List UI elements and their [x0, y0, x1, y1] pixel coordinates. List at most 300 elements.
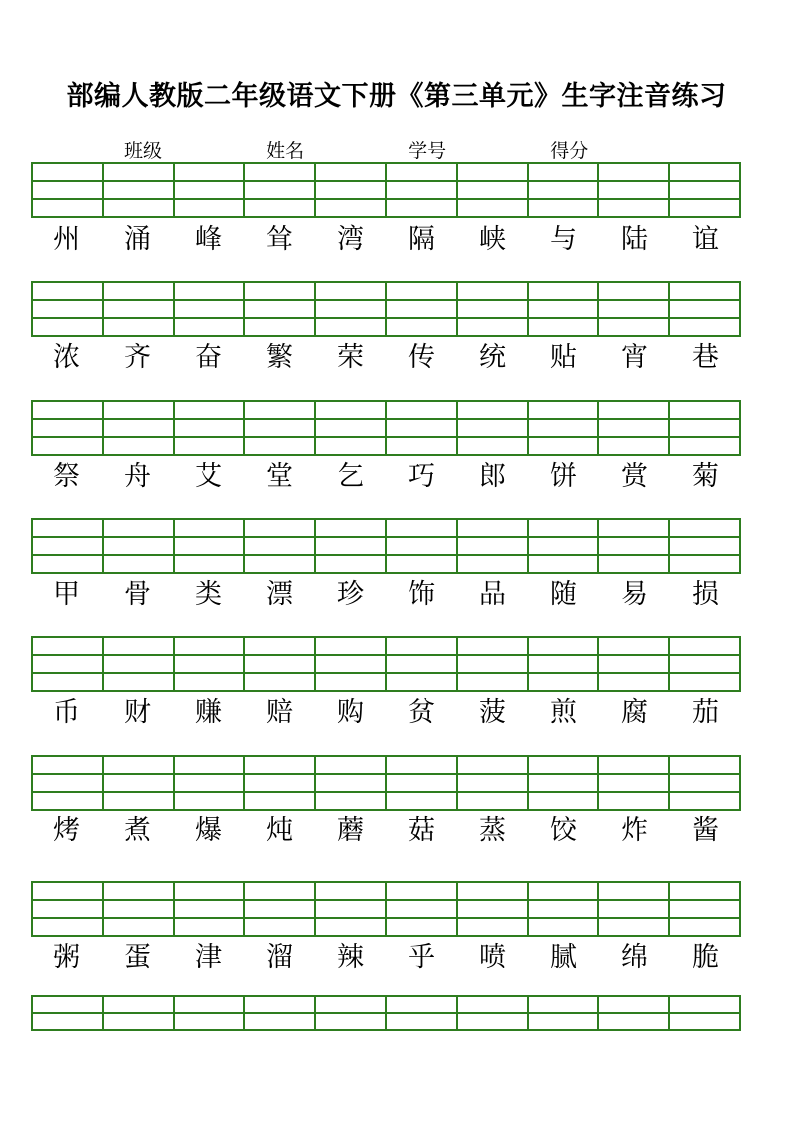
pinyin-writing-line: [175, 775, 244, 793]
pinyin-writing-line: [458, 1014, 527, 1029]
character: 甲: [53, 579, 80, 610]
pinyin-cell[interactable]: [33, 997, 104, 1031]
pinyin-cell[interactable]: [104, 883, 175, 937]
pinyin-cell[interactable]: [175, 883, 246, 937]
pinyin-cell[interactable]: [316, 883, 387, 937]
pinyin-writing-line: [458, 638, 527, 656]
pinyin-writing-line: [458, 200, 527, 216]
pinyin-writing-line: [33, 775, 102, 793]
pinyin-cell[interactable]: [529, 402, 600, 456]
pinyin-writing-line: [316, 182, 385, 200]
pinyin-cell[interactable]: [670, 757, 741, 811]
pinyin-writing-line: [387, 793, 456, 809]
pinyin-grid-5: [31, 636, 741, 692]
character: 津: [195, 942, 222, 973]
character: 巷: [692, 342, 719, 373]
pinyin-writing-line: [387, 556, 456, 572]
pinyin-writing-line: [599, 883, 668, 901]
pinyin-writing-line: [104, 402, 173, 420]
pinyin-writing-line: [104, 1014, 173, 1029]
pinyin-writing-line: [316, 402, 385, 420]
pinyin-writing-line: [316, 793, 385, 809]
pinyin-cell[interactable]: [104, 402, 175, 456]
pinyin-writing-line: [316, 1014, 385, 1029]
pinyin-cell[interactable]: [387, 638, 458, 692]
pinyin-writing-line: [670, 901, 739, 919]
score-label: 得分: [550, 140, 589, 162]
character: 蒸: [479, 815, 506, 846]
character: 谊: [692, 224, 719, 255]
character: 损: [692, 579, 719, 610]
pinyin-writing-line: [458, 438, 527, 454]
pinyin-cell[interactable]: [104, 283, 175, 337]
pinyin-cell[interactable]: [175, 283, 246, 337]
character: 蘑: [337, 815, 364, 846]
character: 菇: [408, 815, 435, 846]
character: 币: [53, 697, 80, 728]
pinyin-cell[interactable]: [529, 638, 600, 692]
pinyin-writing-line: [529, 200, 598, 216]
pinyin-writing-line: [529, 757, 598, 775]
pinyin-cell[interactable]: [599, 283, 670, 337]
pinyin-writing-line: [245, 182, 314, 200]
pinyin-writing-line: [104, 919, 173, 935]
character: 溜: [266, 942, 293, 973]
character: 陆: [621, 224, 648, 255]
pinyin-writing-line: [599, 1014, 668, 1029]
character-row-6: [31, 815, 741, 847]
pinyin-writing-line: [670, 520, 739, 538]
pinyin-cell[interactable]: [175, 520, 246, 574]
id-blank[interactable]: [446, 144, 530, 163]
pinyin-writing-line: [599, 438, 668, 454]
pinyin-writing-line: [387, 283, 456, 301]
pinyin-writing-line: [387, 520, 456, 538]
pinyin-writing-line: [387, 402, 456, 420]
pinyin-writing-line: [33, 757, 102, 775]
pinyin-writing-line: [670, 656, 739, 674]
pinyin-writing-line: [104, 164, 173, 182]
pinyin-writing-line: [175, 901, 244, 919]
pinyin-writing-line: [529, 775, 598, 793]
pinyin-writing-line: [599, 656, 668, 674]
pinyin-cell[interactable]: [245, 883, 316, 937]
pinyin-cell[interactable]: [245, 997, 316, 1031]
pinyin-writing-line: [670, 182, 739, 200]
character: 与: [550, 224, 577, 255]
character: 随: [550, 579, 577, 610]
character: 浓: [53, 342, 80, 373]
pinyin-cell[interactable]: [670, 883, 741, 937]
pinyin-writing-line: [670, 538, 739, 556]
pinyin-writing-line: [599, 200, 668, 216]
pinyin-writing-line: [458, 674, 527, 690]
pinyin-writing-line: [316, 674, 385, 690]
pinyin-cell[interactable]: [599, 757, 670, 811]
pinyin-cell[interactable]: [175, 997, 246, 1031]
pinyin-writing-line: [458, 319, 527, 335]
pinyin-writing-line: [387, 901, 456, 919]
pinyin-cell[interactable]: [175, 638, 246, 692]
pinyin-cell[interactable]: [387, 883, 458, 937]
pinyin-writing-line: [104, 438, 173, 454]
character: 喷: [479, 942, 506, 973]
pinyin-writing-line: [670, 438, 739, 454]
pinyin-writing-line: [175, 674, 244, 690]
pinyin-writing-line: [387, 674, 456, 690]
character-row-1: [31, 224, 741, 256]
pinyin-writing-line: [175, 883, 244, 901]
pinyin-writing-line: [104, 793, 173, 809]
pinyin-writing-line: [670, 164, 739, 182]
pinyin-writing-line: [670, 997, 739, 1014]
pinyin-cell[interactable]: [245, 520, 316, 574]
pinyin-writing-line: [316, 319, 385, 335]
pinyin-grid-3: [31, 400, 741, 456]
pinyin-writing-line: [245, 757, 314, 775]
pinyin-cell[interactable]: [245, 164, 316, 218]
pinyin-writing-line: [458, 997, 527, 1014]
pinyin-cell[interactable]: [458, 283, 529, 337]
pinyin-cell[interactable]: [387, 520, 458, 574]
pinyin-writing-line: [458, 901, 527, 919]
pinyin-grid-4: [31, 518, 741, 574]
character: 脆: [692, 942, 719, 973]
pinyin-writing-line: [316, 520, 385, 538]
pinyin-cell[interactable]: [316, 283, 387, 337]
pinyin-writing-line: [245, 319, 314, 335]
pinyin-cell[interactable]: [599, 520, 670, 574]
pinyin-writing-line: [670, 638, 739, 656]
character: 隔: [408, 224, 435, 255]
pinyin-cell[interactable]: [670, 638, 741, 692]
pinyin-writing-line: [529, 164, 598, 182]
pinyin-writing-line: [33, 301, 102, 319]
pinyin-cell[interactable]: [387, 402, 458, 456]
pinyin-cell[interactable]: [529, 520, 600, 574]
pinyin-writing-line: [458, 883, 527, 901]
character: 腻: [550, 942, 577, 973]
pinyin-writing-line: [245, 883, 314, 901]
character: 湾: [337, 224, 364, 255]
pinyin-cell[interactable]: [529, 164, 600, 218]
character: 购: [337, 697, 364, 728]
pinyin-writing-line: [387, 319, 456, 335]
pinyin-cell[interactable]: [599, 638, 670, 692]
character: 饺: [550, 815, 577, 846]
character: 爆: [195, 815, 222, 846]
pinyin-cell[interactable]: [316, 638, 387, 692]
pinyin-cell[interactable]: [529, 997, 600, 1031]
pinyin-writing-line: [599, 997, 668, 1014]
pinyin-writing-line: [599, 520, 668, 538]
pinyin-cell[interactable]: [458, 402, 529, 456]
pinyin-writing-line: [458, 538, 527, 556]
pinyin-writing-line: [316, 283, 385, 301]
pinyin-grid-8: [31, 995, 741, 1031]
pinyin-writing-line: [175, 656, 244, 674]
pinyin-writing-line: [458, 402, 527, 420]
pinyin-cell[interactable]: [529, 883, 600, 937]
pinyin-writing-line: [599, 402, 668, 420]
pinyin-writing-line: [175, 757, 244, 775]
pinyin-writing-line: [529, 793, 598, 809]
pinyin-writing-line: [670, 283, 739, 301]
pinyin-writing-line: [175, 520, 244, 538]
pinyin-writing-line: [33, 1014, 102, 1029]
character: 菠: [479, 697, 506, 728]
pinyin-cell[interactable]: [104, 520, 175, 574]
pinyin-cell[interactable]: [104, 638, 175, 692]
class-label: 班级: [124, 140, 163, 162]
character: 贴: [550, 342, 577, 373]
pinyin-cell[interactable]: [316, 402, 387, 456]
pinyin-writing-line: [387, 164, 456, 182]
character: 煎: [550, 697, 577, 728]
pinyin-writing-line: [529, 638, 598, 656]
pinyin-cell[interactable]: [458, 997, 529, 1031]
character: 品: [479, 579, 506, 610]
pinyin-cell[interactable]: [529, 757, 600, 811]
pinyin-cell[interactable]: [387, 283, 458, 337]
character-row-4: [31, 579, 741, 611]
pinyin-writing-line: [458, 656, 527, 674]
pinyin-cell[interactable]: [33, 757, 104, 811]
character: 珍: [337, 579, 364, 610]
pinyin-writing-line: [529, 656, 598, 674]
pinyin-cell[interactable]: [458, 757, 529, 811]
pinyin-cell[interactable]: [33, 883, 104, 937]
pinyin-writing-line: [458, 301, 527, 319]
pinyin-writing-line: [387, 538, 456, 556]
character: 齐: [124, 342, 151, 373]
pinyin-cell[interactable]: [599, 997, 670, 1031]
pinyin-cell[interactable]: [316, 997, 387, 1031]
pinyin-writing-line: [458, 520, 527, 538]
pinyin-writing-line: [387, 301, 456, 319]
pinyin-writing-line: [670, 757, 739, 775]
pinyin-writing-line: [104, 319, 173, 335]
character: 荣: [337, 342, 364, 373]
pinyin-cell[interactable]: [245, 283, 316, 337]
pinyin-writing-line: [33, 420, 102, 438]
pinyin-writing-line: [387, 182, 456, 200]
pinyin-writing-line: [33, 674, 102, 690]
pinyin-writing-line: [33, 200, 102, 216]
name-blank[interactable]: [304, 144, 388, 163]
pinyin-writing-line: [599, 775, 668, 793]
pinyin-writing-line: [245, 793, 314, 809]
pinyin-writing-line: [529, 301, 598, 319]
pinyin-writing-line: [529, 420, 598, 438]
class-blank[interactable]: [162, 144, 246, 163]
character: 奋: [195, 342, 222, 373]
character: 郎: [479, 461, 506, 492]
character: 堂: [266, 461, 293, 492]
character: 州: [53, 224, 80, 255]
pinyin-cell[interactable]: [529, 283, 600, 337]
pinyin-writing-line: [175, 538, 244, 556]
pinyin-writing-line: [175, 556, 244, 572]
id-label: 学号: [408, 140, 447, 162]
pinyin-writing-line: [175, 438, 244, 454]
pinyin-writing-line: [458, 182, 527, 200]
pinyin-cell[interactable]: [670, 997, 741, 1031]
pinyin-cell[interactable]: [387, 164, 458, 218]
pinyin-cell[interactable]: [670, 520, 741, 574]
pinyin-writing-line: [599, 319, 668, 335]
pinyin-writing-line: [245, 283, 314, 301]
pinyin-cell[interactable]: [245, 638, 316, 692]
pinyin-writing-line: [387, 420, 456, 438]
pinyin-writing-line: [529, 674, 598, 690]
pinyin-writing-line: [104, 674, 173, 690]
pinyin-writing-line: [458, 164, 527, 182]
pinyin-writing-line: [104, 883, 173, 901]
pinyin-writing-line: [599, 420, 668, 438]
pinyin-writing-line: [175, 638, 244, 656]
pinyin-writing-line: [104, 182, 173, 200]
pinyin-writing-line: [670, 200, 739, 216]
character: 腐: [621, 697, 648, 728]
pinyin-cell[interactable]: [33, 283, 104, 337]
pinyin-cell[interactable]: [33, 402, 104, 456]
pinyin-writing-line: [316, 883, 385, 901]
score-blank[interactable]: [588, 144, 672, 163]
pinyin-cell[interactable]: [599, 402, 670, 456]
character: 宵: [621, 342, 648, 373]
character: 赚: [195, 697, 222, 728]
pinyin-writing-line: [104, 283, 173, 301]
pinyin-writing-line: [175, 793, 244, 809]
pinyin-cell[interactable]: [458, 638, 529, 692]
pinyin-cell[interactable]: [316, 757, 387, 811]
pinyin-cell[interactable]: [104, 997, 175, 1031]
pinyin-cell[interactable]: [387, 997, 458, 1031]
pinyin-writing-line: [33, 883, 102, 901]
character: 祭: [53, 461, 80, 492]
pinyin-cell[interactable]: [33, 164, 104, 218]
pinyin-cell[interactable]: [599, 164, 670, 218]
pinyin-cell[interactable]: [104, 164, 175, 218]
pinyin-writing-line: [670, 402, 739, 420]
pinyin-writing-line: [33, 556, 102, 572]
character: 峡: [479, 224, 506, 255]
character: 炸: [621, 815, 648, 846]
pinyin-writing-line: [670, 674, 739, 690]
pinyin-writing-line: [104, 301, 173, 319]
pinyin-writing-line: [245, 164, 314, 182]
character: 艾: [195, 461, 222, 492]
pinyin-cell[interactable]: [670, 164, 741, 218]
pinyin-writing-line: [245, 200, 314, 216]
name-label: 姓名: [266, 140, 305, 162]
pinyin-cell[interactable]: [245, 402, 316, 456]
pinyin-writing-line: [599, 793, 668, 809]
pinyin-cell[interactable]: [104, 757, 175, 811]
character: 峰: [195, 224, 222, 255]
pinyin-cell[interactable]: [670, 402, 741, 456]
pinyin-writing-line: [316, 200, 385, 216]
character: 舟: [124, 461, 151, 492]
character-row-3: [31, 461, 741, 493]
character: 财: [124, 697, 151, 728]
pinyin-writing-line: [175, 283, 244, 301]
pinyin-cell[interactable]: [175, 402, 246, 456]
pinyin-writing-line: [175, 182, 244, 200]
pinyin-writing-line: [175, 301, 244, 319]
pinyin-cell[interactable]: [175, 757, 246, 811]
pinyin-writing-line: [529, 883, 598, 901]
pinyin-cell[interactable]: [387, 757, 458, 811]
character: 粥: [53, 942, 80, 973]
pinyin-cell[interactable]: [316, 164, 387, 218]
pinyin-writing-line: [316, 538, 385, 556]
character: 传: [408, 342, 435, 373]
pinyin-writing-line: [245, 1014, 314, 1029]
pinyin-writing-line: [529, 319, 598, 335]
pinyin-writing-line: [33, 182, 102, 200]
pinyin-cell[interactable]: [33, 638, 104, 692]
pinyin-writing-line: [458, 757, 527, 775]
pinyin-writing-line: [175, 319, 244, 335]
pinyin-writing-line: [33, 793, 102, 809]
pinyin-writing-line: [599, 919, 668, 935]
pinyin-writing-line: [33, 656, 102, 674]
pinyin-writing-line: [529, 538, 598, 556]
pinyin-writing-line: [33, 919, 102, 935]
pinyin-cell[interactable]: [175, 164, 246, 218]
pinyin-writing-line: [599, 901, 668, 919]
character: 绵: [621, 942, 648, 973]
pinyin-cell[interactable]: [670, 283, 741, 337]
pinyin-cell[interactable]: [458, 164, 529, 218]
pinyin-writing-line: [33, 538, 102, 556]
pinyin-writing-line: [599, 538, 668, 556]
pinyin-cell[interactable]: [316, 520, 387, 574]
character: 煮: [124, 815, 151, 846]
pinyin-writing-line: [245, 420, 314, 438]
character: 赏: [621, 461, 648, 492]
pinyin-grid-7: [31, 881, 741, 937]
pinyin-writing-line: [387, 656, 456, 674]
character: 贫: [408, 697, 435, 728]
pinyin-cell[interactable]: [458, 883, 529, 937]
pinyin-cell[interactable]: [458, 520, 529, 574]
pinyin-writing-line: [33, 283, 102, 301]
pinyin-writing-line: [104, 200, 173, 216]
pinyin-writing-line: [316, 638, 385, 656]
pinyin-cell[interactable]: [245, 757, 316, 811]
pinyin-writing-line: [245, 775, 314, 793]
character: 茄: [692, 697, 719, 728]
pinyin-writing-line: [387, 1014, 456, 1029]
pinyin-writing-line: [670, 556, 739, 572]
pinyin-cell[interactable]: [33, 520, 104, 574]
pinyin-writing-line: [529, 997, 598, 1014]
pinyin-grid-2: [31, 281, 741, 337]
pinyin-writing-line: [458, 919, 527, 935]
pinyin-writing-line: [599, 164, 668, 182]
pinyin-writing-line: [316, 164, 385, 182]
pinyin-writing-line: [670, 883, 739, 901]
pinyin-writing-line: [529, 520, 598, 538]
pinyin-cell[interactable]: [599, 883, 670, 937]
pinyin-writing-line: [175, 420, 244, 438]
pinyin-writing-line: [529, 919, 598, 935]
character-row-7: [31, 942, 741, 974]
character: 骨: [124, 579, 151, 610]
